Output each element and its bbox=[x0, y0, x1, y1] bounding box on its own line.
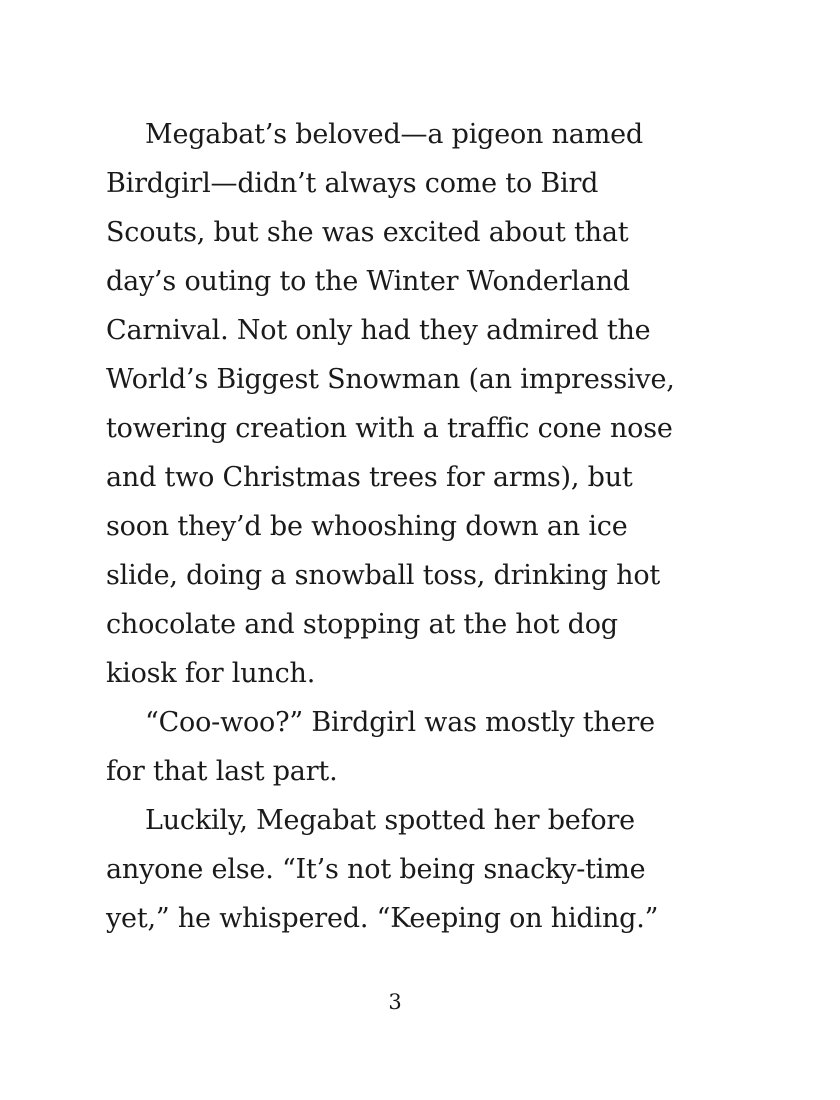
text-line: “Coo-woo?” Birdgirl was mostly there bbox=[145, 707, 655, 738]
text-line: chocolate and stopping at the hot dog bbox=[106, 609, 618, 640]
text-line: Megabat’s beloved—a pigeon named bbox=[145, 119, 643, 150]
text-line: Luckily, Megabat spotted her before bbox=[145, 805, 635, 836]
paragraph-3 bbox=[106, 796, 726, 943]
body-text bbox=[106, 110, 726, 943]
paragraph-2 bbox=[106, 698, 726, 796]
text-line: World’s Biggest Snowman (an impressive, bbox=[106, 364, 675, 395]
page-number: 3 bbox=[388, 990, 402, 1014]
text-line: slide, doing a snowball toss, drinking hot bbox=[106, 560, 661, 591]
text-line: kiosk for lunch. bbox=[106, 658, 316, 689]
text-line: Scouts, but she was excited about that bbox=[106, 217, 629, 248]
text-line: and two Christmas trees for arms), but bbox=[106, 462, 633, 493]
paragraph-1 bbox=[106, 110, 726, 698]
text-line: towering creation with a traffic cone nose bbox=[106, 413, 673, 444]
text-line: day’s outing to the Winter Wonderland bbox=[106, 266, 630, 297]
text-line: Birdgirl—didn’t always come to Bird bbox=[106, 168, 599, 199]
text-line: for that last part. bbox=[106, 756, 338, 787]
text-line: anyone else. “It’s not being snacky-time bbox=[106, 854, 646, 885]
text-line: soon they’d be whooshing down an ice bbox=[106, 511, 628, 542]
text-line: Carnival. Not only had they admired the bbox=[106, 315, 651, 346]
text-line: yet,” he whispered. “Keeping on hiding.” bbox=[106, 903, 659, 934]
